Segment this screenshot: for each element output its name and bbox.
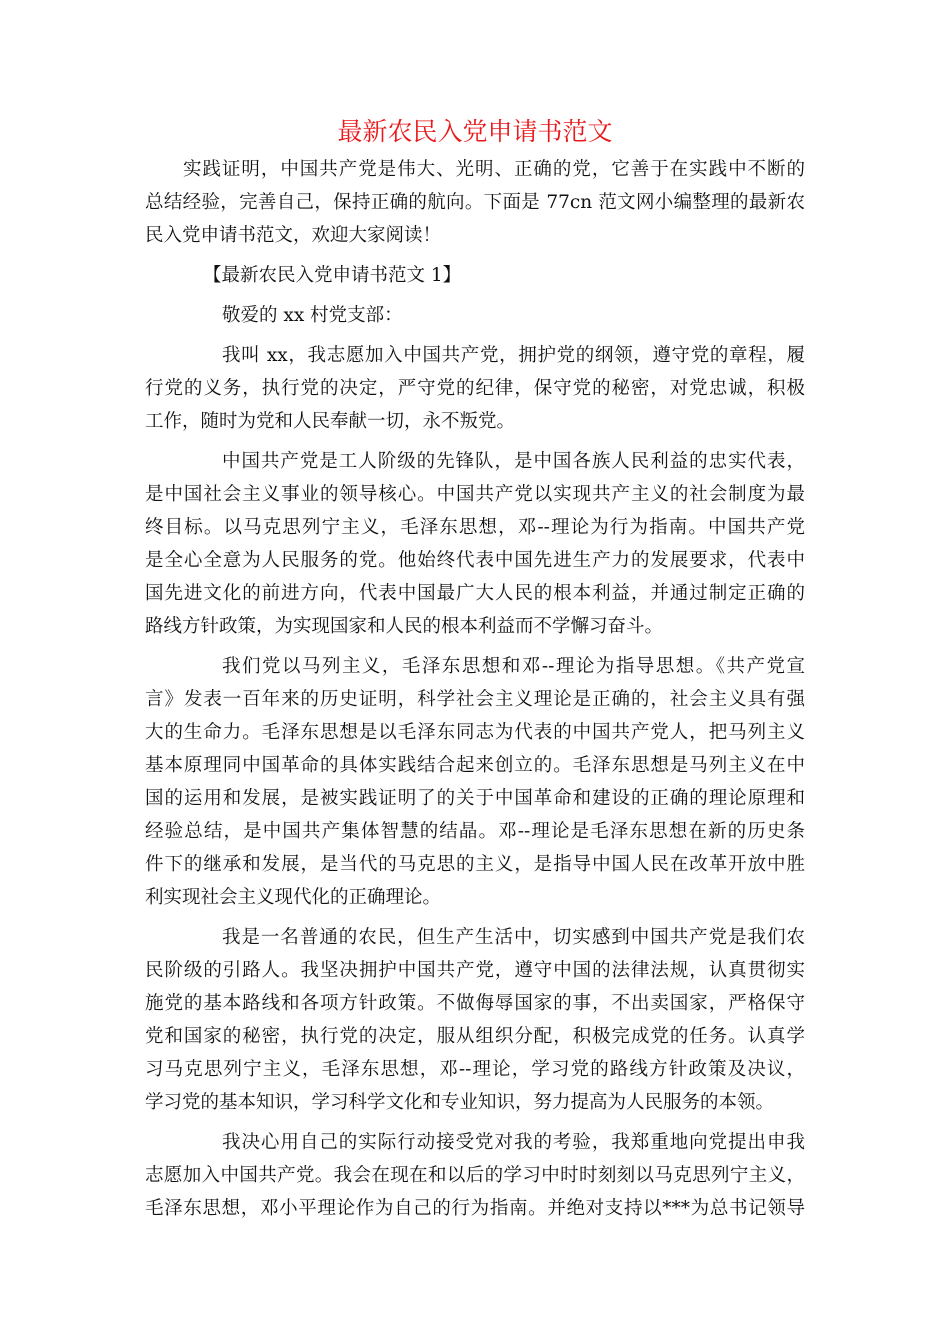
text-line: 毛泽东思想，邓小平理论作为自己的行为指南。并绝对支持以***为总书记领导 xyxy=(145,1198,805,1219)
text-line: 国先进文化的前进方向，代表中国最广大人民的根本利益，并通过制定正确的 xyxy=(145,583,805,604)
text-line: 民阶级的引路人。我坚决拥护中国共产党，遵守中国的法律法规，认真贯彻实 xyxy=(145,960,805,981)
body-paragraph xyxy=(145,339,805,438)
text-line: 我决心用自己的实际行动接受党对我的考验，我郑重地向党提出申我 xyxy=(222,1132,805,1153)
text-line: 终目标。以马克思列宁主义，毛泽东思想，邓--理论为行为指南。中国共产党 xyxy=(145,517,805,538)
section-heading: 【最新农民入党申请书范文 1】 xyxy=(203,265,462,286)
text-line: 施党的基本路线和各项方针政策。不做侮辱国家的事，不出卖国家，严格保守 xyxy=(145,993,805,1014)
intro-paragraph xyxy=(145,153,805,252)
text-line: 国的运用和发展，是被实践证明了的关于中国革命和建设的正确的理论原理和 xyxy=(145,788,805,809)
text-line: 我们党以马列主义，毛泽东思想和邓--理论为指导思想。《共产党宣 xyxy=(222,656,805,677)
salutation: 敬爱的 xx 村党支部： xyxy=(222,305,403,326)
text-line: 路线方针政策，为实现国家和人民的根本利益而不学懈习奋斗。 xyxy=(145,616,664,637)
text-line: 经验总结，是中国共产集体智慧的结晶。邓--理论是毛泽东思想在新的历史条 xyxy=(145,821,805,842)
text-line: 大的生命力。毛泽东思想是以毛泽东同志为代表的中国共产党人，把马列主义 xyxy=(145,722,805,743)
text-line: 中国共产党是工人阶级的先锋队，是中国各族人民利益的忠实代表， xyxy=(222,451,805,472)
body-paragraph xyxy=(145,921,805,1119)
text-line: 件下的继承和发展，是当代的马克思的主义，是指导中国人民在改革开放中胜 xyxy=(145,854,805,875)
text-line: 我叫 xx，我志愿加入中国共产党，拥护党的纲领，遵守党的章程，履 xyxy=(222,345,805,366)
text-line: 工作，随时为党和人民奉献一切，永不叛党。 xyxy=(145,411,516,432)
document-title: 最新农民入党申请书范文 xyxy=(337,117,613,146)
text-line: 基本原理同中国革命的具体实践结合起来创立的。毛泽东思想是马列主义在中 xyxy=(145,755,805,776)
body-paragraph xyxy=(145,1126,805,1225)
text-line: 习马克思列宁主义，毛泽东思想，邓--理论，学习党的路线方针政策及决议， xyxy=(145,1059,805,1080)
text-line: 学习党的基本知识，学习科学文化和专业知识，努力提高为人民服务的本领。 xyxy=(145,1092,775,1113)
text-line: 言》发表一百年来的历史证明，科学社会主义理论是正确的，社会主义具有强 xyxy=(145,689,805,710)
text-line: 党和国家的秘密，执行党的决定，服从组织分配，积极完成党的任务。认真学 xyxy=(145,1026,805,1047)
text-line: 是全心全意为人民服务的党。他始终代表中国先进生产力的发展要求，代表中 xyxy=(145,550,805,571)
text-line: 民入党申请书范文，欢迎大家阅读！ xyxy=(145,225,442,246)
text-line: 实践证明，中国共产党是伟大、光明、正确的党，它善于在实践中不断的 xyxy=(183,159,805,180)
text-line: 我是一名普通的农民，但生产生活中，切实感到中国共产党是我们农 xyxy=(222,927,805,948)
body-paragraph xyxy=(145,445,805,643)
text-line: 行党的义务，执行党的决定，严守党的纪律，保守党的秘密，对党忠诚，积极 xyxy=(145,378,805,399)
text-line: 是中国社会主义事业的领导核心。中国共产党以实现共产主义的社会制度为最 xyxy=(145,484,805,505)
text-line: 志愿加入中国共产党。我会在现在和以后的学习中时时刻刻以马克思列宁主义， xyxy=(145,1165,805,1186)
document-body xyxy=(145,153,805,1232)
text-line: 总结经验，完善自己，保持正确的航向。下面是 77cn 范文网小编整理的最新农 xyxy=(145,192,805,213)
text-line: 利实现社会主义现代化的正确理论。 xyxy=(145,887,442,908)
body-paragraph xyxy=(145,650,805,914)
